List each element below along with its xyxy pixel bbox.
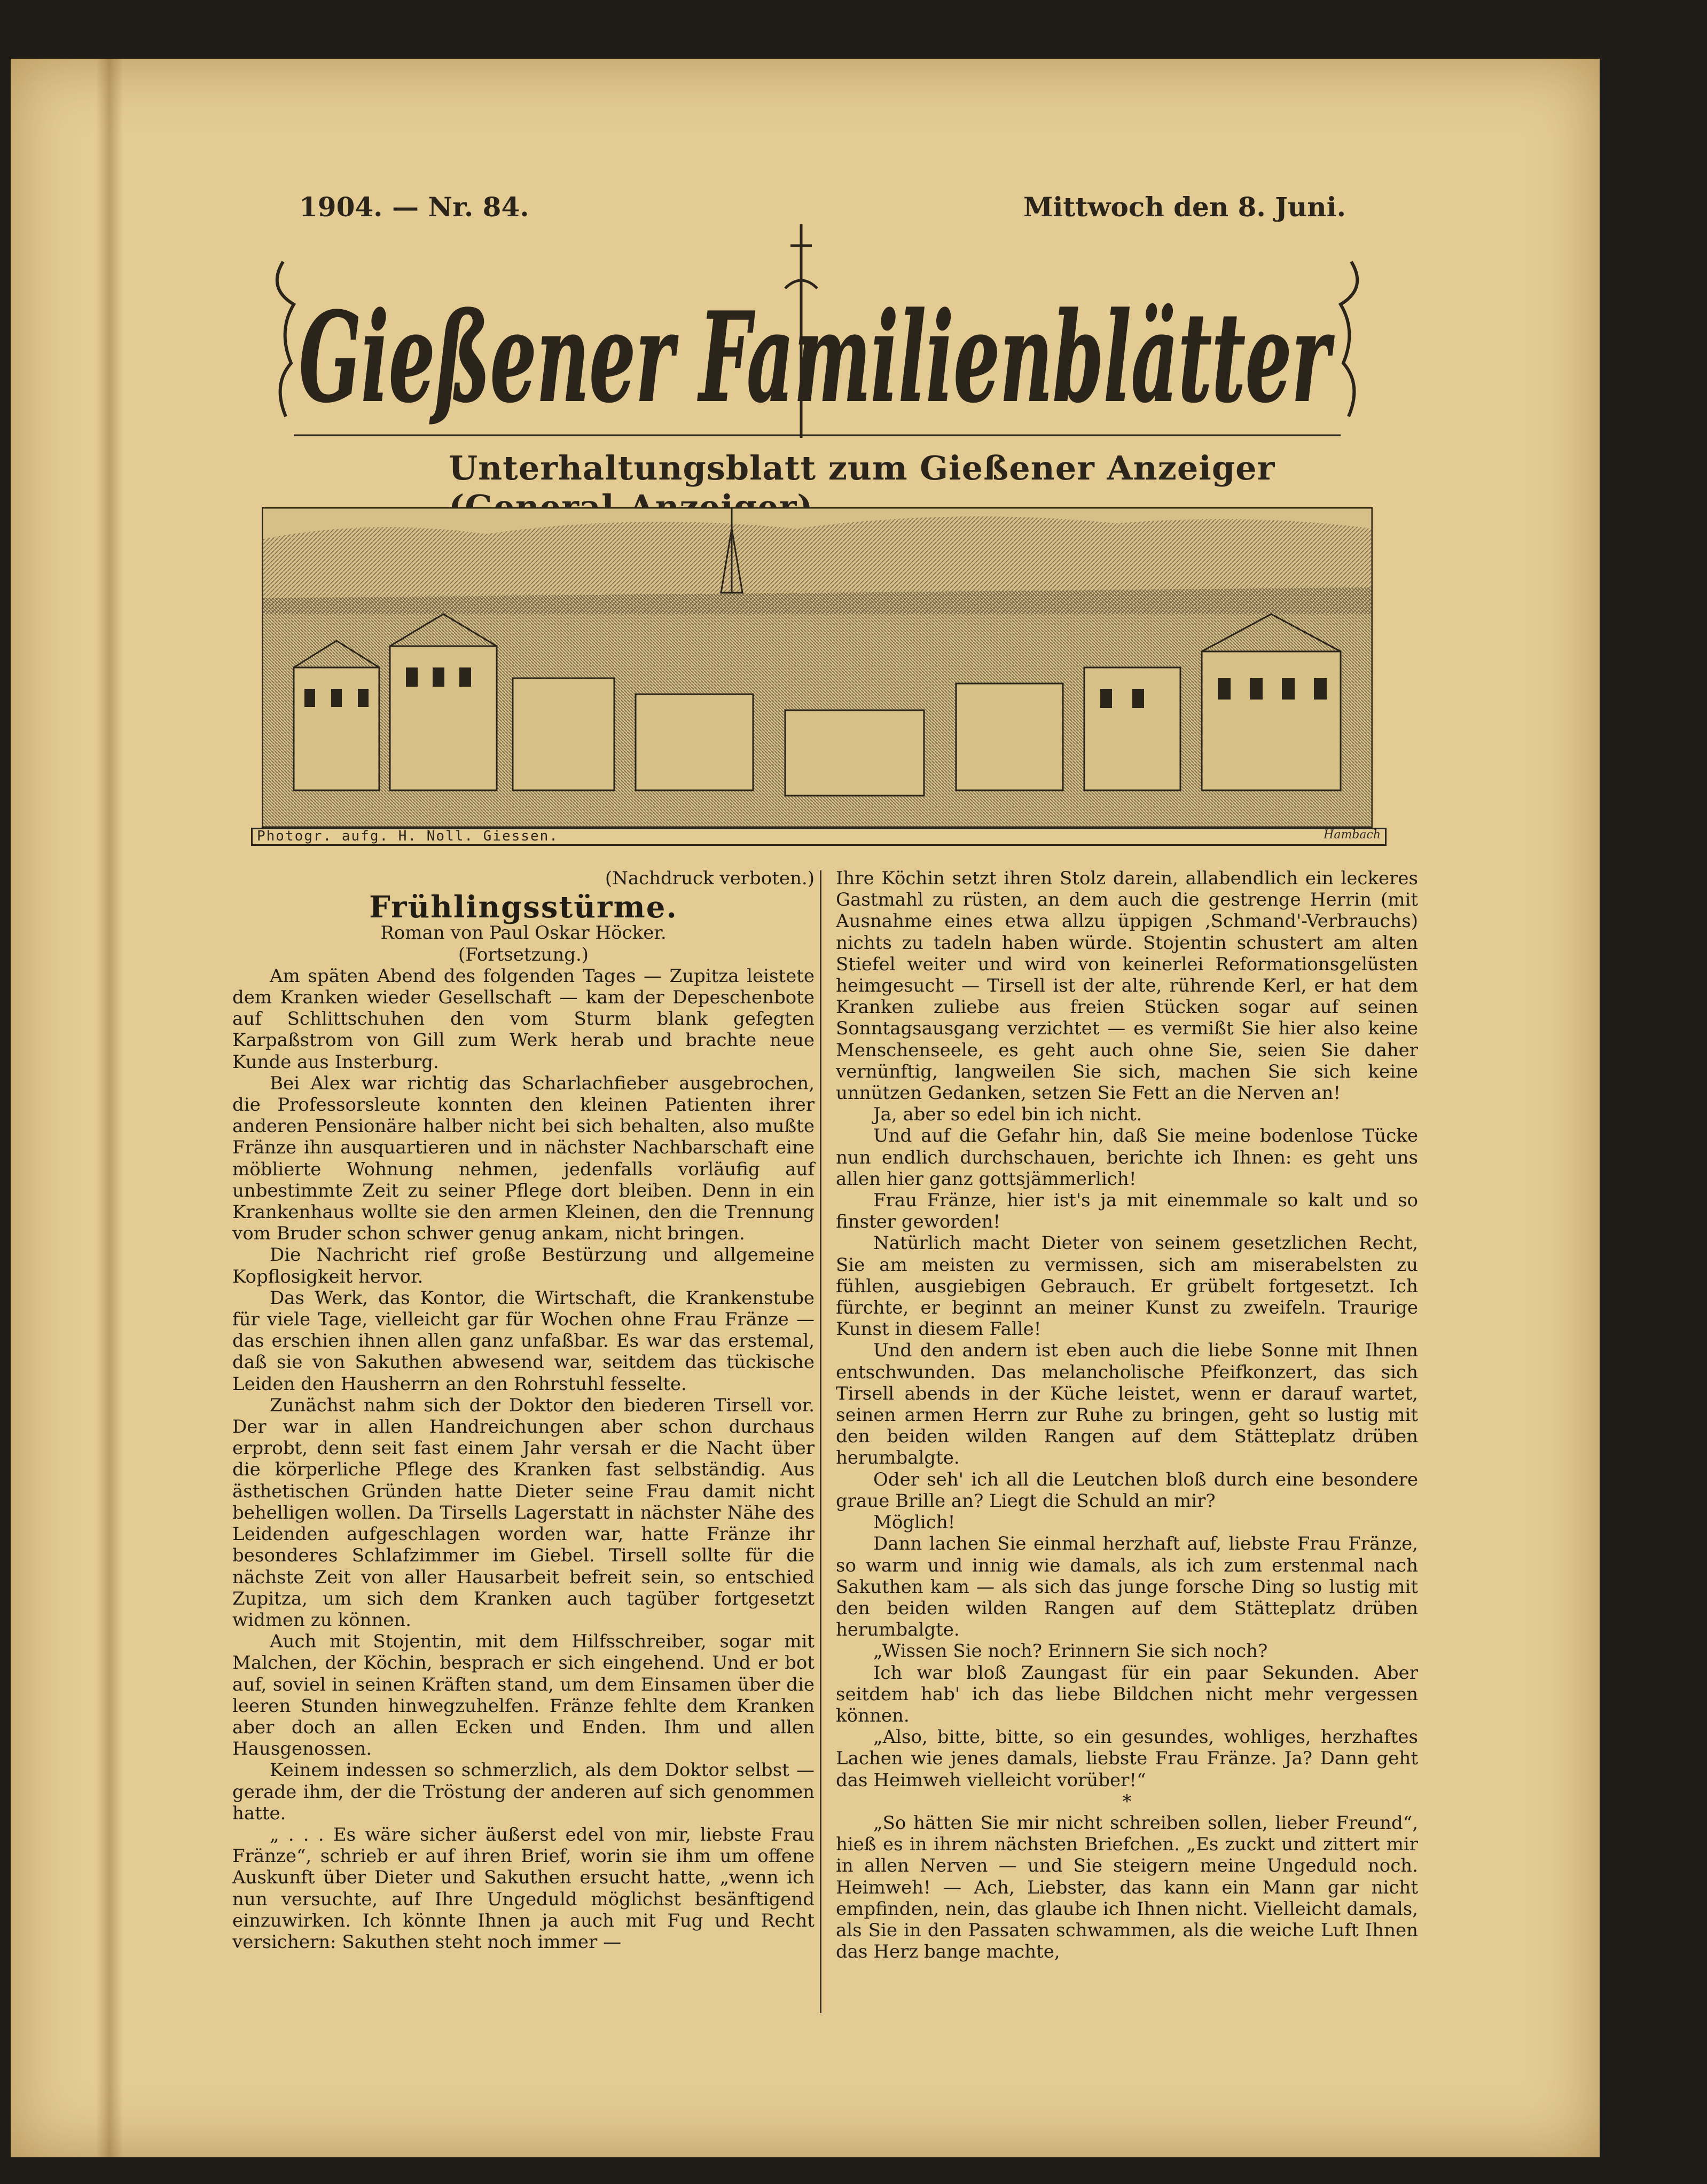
paragraph: Keinem indessen so schmerzlich, als dem Doktor selbst — gerade ihm, der die Tröstung der anderen auf sich genommen hatte.: [232, 1759, 815, 1824]
paragraph: „So hätten Sie mir nicht schreiben sollen, lieber Freund“, hieß es in ihrem nächsten Briefchen. „Es zuckt und zittert mir in allen Nerven — und Sie steigern meine Ungeduld noch. Heimweh! — Ach, Liebster, das kann ein Mann gar nicht empfinden, nein, das glaube ich Ihnen nicht. Vielleicht damals, als Sie in den Passaten schwammen, als die weiche Luft Ihnen das Herz bange machte,: [836, 1812, 1418, 1963]
paragraph: Das Werk, das Kontor, die Wirtschaft, die Krankenstube für viele Tage, vielleicht gar für Wochen ohne Frau Fränze — das erschien ihnen allen ganz unfaßbar. Es war das erstemal, daß sie von Sakuthen abwesend war, seitdem das tückische Leiden den Hausherrn an den Rohrstuhl fesselte.: [232, 1287, 815, 1395]
paragraph: Auch mit Stojentin, mit dem Hilfsschreiber, sogar mit Malchen, der Köchin, besprach er sich eingehend. Und er bot auf, soviel in seinen Kräften stand, um dem Einsamen über die leeren Stunden hinwegzuhelfen. Fränze fehlte dem Kranken aber doch an allen Ecken und Enden. Ihm und allen Hausgenossen.: [232, 1631, 815, 1760]
paragraph: Am späten Abend des folgenden Tages — Zupitza leistete dem Kranken wieder Gesellschaft — kam der Depeschenbote auf Schlittschuhen den vom Sturm blank gefegten Karpaßstrom von Gill zum Werk herab und brachte neue Kunde aus Insterburg.: [232, 965, 815, 1073]
paragraph: Bei Alex war richtig das Scharlachfieber ausgebrochen, die Professorsleute konnten den kleinen Patienten ihrer anderen Pensionäre halber nicht bei sich behalten, also mußte Fränze ihn ausquartieren und in nächster Nachbarschaft eine möblierte Wohnung nehmen, jedenfalls vorläufig auf unbestimmte Zeit zu seiner Pflege dort bleiben. Denn in ein Krankenhaus wollte sie den armen Kleinen, den die Trennung vom Bruder schon schwer genug ankam, nicht bringen.: [232, 1072, 815, 1245]
issue-date: Mittwoch den 8. Juni.: [1023, 191, 1346, 223]
paragraph: Frau Fränze, hier ist's ja mit einemmale so kalt und so finster geworden!: [836, 1190, 1418, 1233]
right-column: [836, 868, 1418, 1962]
byline: Roman von Paul Oskar Höcker.: [380, 922, 667, 944]
paragraph: Die Nachricht rief große Bestürzung und allgemeine Kopflosigkeit hervor.: [232, 1244, 815, 1287]
masthead-subtitle: Unterhaltungsblatt zum Gießener Anzeiger: [449, 449, 1275, 488]
reprint-notice: (Nachdruck verboten.): [605, 868, 815, 889]
paragraph: „Wissen Sie noch? Erinnern Sie sich noch?: [873, 1640, 1268, 1662]
page-fold-shadow: [96, 59, 123, 2157]
paragraph: Zunächst nahm sich der Doktor den biederen Tirsell vor. Der war in allen Handreichungen aber schon durchaus erprobt, denn seit fast einem Jahr versah er die Nacht über die körperliche Pflege des Kranken fast selbständig. Aus ästhetischen Gründen hatte Dieter seine Frau damit nicht behelligen wollen. Da Tirsells Lagerstatt in nächster Nähe des Leidenden aufgeschlagen worden war, hatte Fränze ihr besonderes Schlafzimmer im Giebel. Tirsell sollte für die nächste Zeit von aller Hausarbeit befreit sein, so entschied Zupitza, um sich dem Kranken auch tagüber fortgesetzt widmen zu können.: [232, 1394, 815, 1631]
newspaper-page: [11, 59, 1600, 2157]
story-title: Frühlingsstürme.: [369, 890, 678, 925]
paragraph: Ich war bloß Zaungast für ein paar Sekunden. Aber seitdem hab' ich das liebe Bildchen nicht mehr vergessen können.: [836, 1662, 1418, 1726]
engraving-credit-bar: [251, 828, 1387, 846]
paragraph: Und auf die Gefahr hin, daß Sie meine bodenlose Tücke nun endlich durchschauen, berichte ich Ihnen: es geht uns allen hier ganz gottsjämmerlich!: [836, 1125, 1418, 1190]
column-divider: [820, 870, 821, 2013]
masthead-title: Gießener Familienblätter: [299, 286, 1335, 430]
issue-number: 1904. — Nr. 84.: [299, 191, 529, 223]
paragraph: „Also, bitte, bitte, so ein gesundes, wohliges, herzhaftes Lachen wie jenes damals, liebste Frau Fränze. Ja? Dann geht das Heimweh vielleicht vorüber!“: [836, 1726, 1418, 1791]
paragraph: „ . . . Es wäre sicher äußerst edel von mir, liebste Frau Fränze“, schrieb er auf ihren Brief, worin sie ihm um offene Auskunft über Dieter und Sakuthen ersucht hatte, „wenn ich nun versuchte, auf Ihre Ungeduld möglichst besänftigend einzuwirken. Ich könnte Ihnen ja auch mit Fug und Recht versichern: Sakuthen steht noch immer —: [232, 1824, 815, 1953]
section-break-star: *: [1122, 1790, 1132, 1812]
paragraph: Oder seh' ich all die Leutchen bloß durch eine besondere graue Brille an? Liegt die Schuld an mir?: [836, 1468, 1418, 1512]
paragraph: Dann lachen Sie einmal herzhaft auf, liebste Frau Fränze, so warm und innig wie damals, als ich zum erstenmal nach Sakuthen kam — als sich das junge forsche Ding so lustig mit den beiden wilden Rangen auf dem Stätteplatz drüben herumbalgte.: [836, 1533, 1418, 1641]
engraver-credit: Hambach: [1324, 828, 1381, 842]
paragraph: Ihre Köchin setzt ihren Stolz darein, allabendlich ein leckeres Gastmahl zu rüsten, an dem auch die gestrenge Herrin (mit Ausnahme eines etwa allzu üppigen ‚Schmand'-Verbrauchs) nichts zu tadeln haben würde. Stojentin schustert am alten Stiefel weiter und wird von keinerlei Reformationsgelüsten heimgesucht — Tirsell ist der alte, rührende Kerl, er hat dem Kranken zuliebe aus freien Stücken sogar auf seinen Sonntagsausgang verzichtet — es vermißt Sie hier also keine Menschenseele, es geht auch ohne Sie, seien Sie daher vernünftig, langweilen Sie sich, machen Sie sich keine unnützen Gedanken, setzen Sie Fett an die Nerven an!: [836, 868, 1418, 1104]
masthead-ornament: [262, 224, 1373, 454]
continuation-note: (Fortsetzung.): [458, 944, 589, 965]
paragraph: Und den andern ist eben auch die liebe Sonne mit Ihnen entschwunden. Das melancholische Pfeifkonzert, das sich Tirsell abends in der Küche leistet, wenn er darauf wartet, seinen armen Herrn zur Ruhe zu bringen, geht so lustig mit den beiden wilden Rangen auf dem Stätteplatz drüben herumbalgte.: [836, 1340, 1418, 1469]
paragraph: Ja, aber so edel bin ich nicht.: [873, 1104, 1142, 1126]
masthead-dateline: [299, 191, 1346, 223]
paragraph: Natürlich macht Dieter von seinem gesetzlichen Recht, Sie am meisten zu vermissen, sich am miserabelsten zu fühlen, ausgiebigen Gebrauch. Er grübelt fortgesetzt. Ich fürchte, er beginnt an meiner Kunst zu zweifeln. Traurige Kunst in diesem Falle!: [836, 1232, 1418, 1340]
paragraph: Möglich!: [873, 1512, 956, 1534]
masthead-title-area: [262, 224, 1373, 523]
photo-credit: Photogr. aufg. H. Noll. Giessen.: [257, 828, 559, 844]
town-engraving: [262, 507, 1373, 828]
left-column: [232, 868, 815, 1953]
